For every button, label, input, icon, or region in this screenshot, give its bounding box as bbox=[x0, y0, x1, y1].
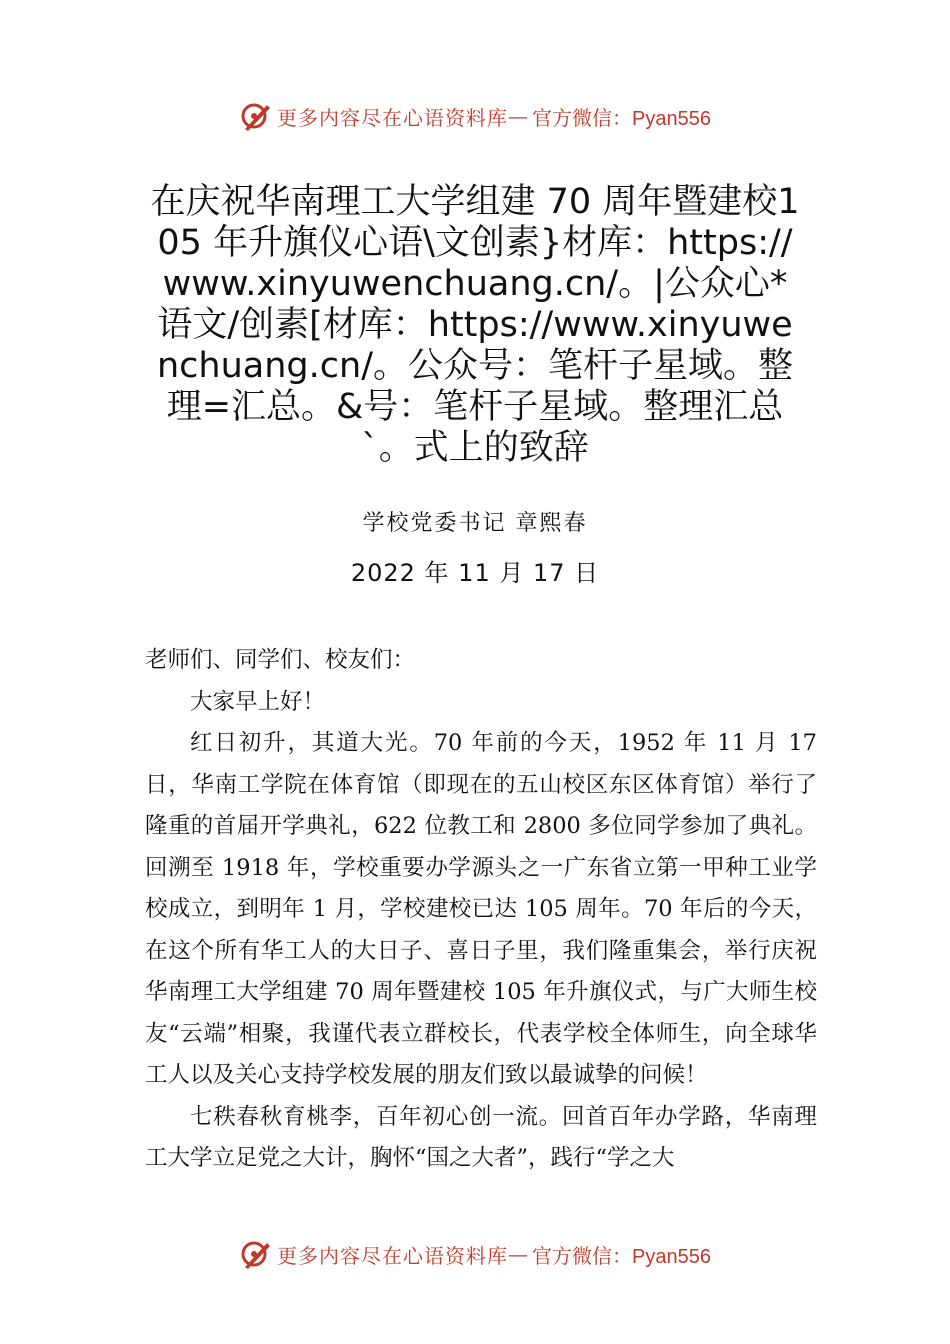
banner-text: 更多内容尽在心语资料库 bbox=[277, 105, 509, 130]
footer-banner bbox=[0, 1234, 950, 1274]
document-title: 在庆祝华南理工大学组建 70 周年暨建校105 年升旗仪心语\文创素}材库：https://www.xinyuwenchuang.cn/。|公众心*语文/创素[材库：https://www.xinyuwenchuang.cn/。公众号：笔杆子星域。整理=汇总。&号：笔杆子星域。整理汇总`。式上的致辞 bbox=[150, 182, 800, 468]
pen-logo-icon bbox=[239, 1237, 273, 1271]
author-byline: 学校党委书记 章熙春 bbox=[362, 511, 588, 536]
header-banner bbox=[0, 96, 950, 136]
banner-separator: — bbox=[508, 104, 529, 128]
speech-date: 2022 年 11 月 17 日 bbox=[350, 559, 600, 587]
banner-wechat: 官方微信：Pyan556 bbox=[532, 107, 711, 130]
banner-text: 更多内容尽在心语资料库 bbox=[277, 1243, 509, 1268]
banner-wechat: 官方微信：Pyan556 bbox=[532, 1245, 711, 1268]
paragraph-2: 七秩春秋育桃李，百年初心创一流。回首百年办学路，华南理工大学立足党之大计，胸怀“国之大者”，践行“学之大 bbox=[145, 1103, 817, 1171]
salutation: 老师们、同学们、校友们： bbox=[145, 647, 416, 673]
greeting: 大家早上好！ bbox=[190, 688, 326, 715]
paragraph-1: 红日初升，其道大光。70 年前的今天，1952 年 11 月 17 日，华南工学院在体育馆（即现在的五山校区东区体育馆）举行了隆重的首届开学典礼，622 位教工和 2800 多位同学参加了典礼。回溯至 1918 年，学校重要办学源头之一广东省立第一甲种工业学校成立，到明年 1 月，学校建校已达 105 周年。70 年后的今天，在这个所有华工人的大日子、喜日子里，我们隆重集会，举行庆祝华南理工大学组建 70 周年暨建校 105 年升旗仪式，与广大师生校友“云端”相聚，我谨代表立群校长，代表学校全体师生，向全球华工人以及关心支持学校发展的朋友们致以最诚挚的问候！ bbox=[145, 730, 817, 1088]
pen-logo-icon bbox=[239, 99, 273, 133]
banner-separator: — bbox=[508, 1242, 529, 1266]
speech-body bbox=[145, 640, 817, 1180]
